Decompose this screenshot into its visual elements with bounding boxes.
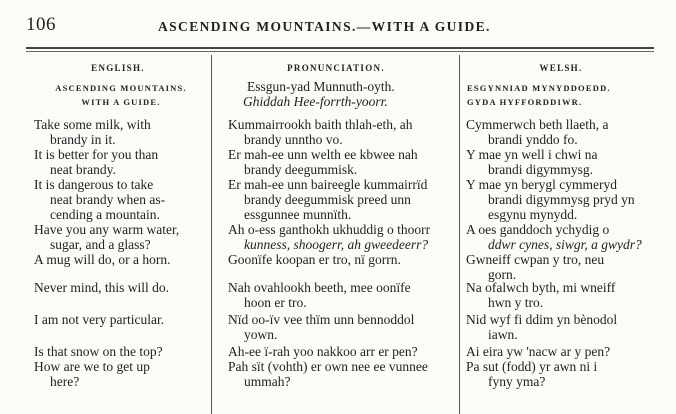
welsh-line: ddwr cynes, siwgr, a gwydr? bbox=[488, 237, 642, 252]
welsh-line: Nid wyf fi ddim yn bènodol bbox=[466, 312, 618, 327]
pronunciation-line: Kummairrookh baith thlah-eth, ah bbox=[228, 117, 413, 132]
welsh-line: Y mae yn well i chwi na bbox=[466, 147, 598, 162]
welsh-subtitle-line: GYDA HYFFORDDIWR. bbox=[467, 97, 583, 107]
pronunciation-subtitle-line: Ghiddah Hee-forrth-yoorr. bbox=[243, 94, 388, 109]
welsh-line: Y mae yn berygl cymmeryd bbox=[466, 177, 617, 192]
english-line: How are we to get up bbox=[34, 359, 150, 374]
welsh-line: gorn. bbox=[488, 267, 517, 282]
english-line: neat brandy when as- bbox=[50, 192, 166, 207]
welsh-line: hwn y tro. bbox=[488, 295, 544, 310]
column-heading-welsh: WELSH. bbox=[539, 63, 583, 73]
pronunciation-line: brandy deegummisk preed unn bbox=[244, 192, 411, 207]
welsh-subtitle bbox=[461, 81, 672, 109]
welsh-line: brandi digymmysg pryd yn bbox=[488, 192, 635, 207]
welsh-line: A oes ganddoch ychydig o bbox=[466, 222, 610, 237]
pronunciation-line: essgunnee munnïth. bbox=[244, 207, 352, 222]
english-subtitle bbox=[36, 81, 206, 109]
english-line: sugar, and a glass? bbox=[50, 237, 151, 252]
english-line: I am not very particular. bbox=[34, 312, 165, 327]
pronunciation-line: yown. bbox=[244, 327, 278, 342]
pronunciation-line: Er mah-ee unn welth ee kbwee nah bbox=[228, 147, 418, 162]
pronunciation-line: Nïd oo-ïv vee thïm unn bennoddol bbox=[228, 312, 415, 327]
english-subtitle-line: WITH A GUIDE. bbox=[81, 97, 161, 107]
page-title: ASCENDING MOUNTAINS.—WITH A GUIDE. bbox=[158, 19, 491, 34]
english-line: A mug will do, or a horn. bbox=[34, 252, 171, 267]
pronunciation-line: kunness, shoogerr, ah gweedeerr? bbox=[244, 237, 429, 252]
pronunciation-subtitle-line: Essgun-yad Munnuth-oyth. bbox=[247, 79, 395, 94]
welsh-line: Cymmerwch beth llaeth, a bbox=[466, 117, 609, 132]
welsh-subtitle-line: ESGYNNIAD MYNYDDOEDD. bbox=[467, 83, 611, 93]
english-line: neat brandy. bbox=[50, 162, 116, 177]
page-number: 106 bbox=[26, 14, 56, 35]
welsh-line: Ai eira yw 'nacw ar y pen? bbox=[466, 344, 611, 359]
english-line: here? bbox=[50, 374, 80, 389]
pronunciation-line: hoon er tro. bbox=[244, 295, 307, 310]
welsh-line: Na ofalwch byth, mi wneiff bbox=[466, 280, 616, 295]
header-rule-thin bbox=[26, 51, 654, 52]
column-heading-pronunciation: PRONUNCIATION. bbox=[287, 63, 385, 73]
english-line: Is that snow on the top? bbox=[34, 344, 163, 359]
english-line: It is better for you than bbox=[34, 147, 159, 162]
english-line: It is dangerous to take bbox=[34, 177, 154, 192]
pronunciation-line: Ah o-ess ganthokh ukhuddig o thoorr bbox=[228, 222, 431, 237]
welsh-line: fyny yma? bbox=[488, 374, 546, 389]
column-divider-1 bbox=[211, 55, 212, 414]
pronunciation-line: ummah? bbox=[244, 374, 291, 389]
column-heading-english: ENGLISH. bbox=[91, 63, 145, 73]
welsh-line: iawn. bbox=[488, 327, 518, 342]
english-line: brandy in it. bbox=[50, 132, 116, 147]
pronunciation-line: brandy deegummisk. bbox=[244, 162, 358, 177]
welsh-line: brandi digymmysg. bbox=[488, 162, 593, 177]
english-line: Have you any warm water, bbox=[34, 222, 180, 237]
pronunciation-line: Ah-ee ï-rah yoo nakkoo arr er pen? bbox=[228, 344, 418, 359]
welsh-line: brandi ynddo fo. bbox=[488, 132, 578, 147]
english-subtitle-line: ASCENDING MOUNTAINS. bbox=[55, 83, 187, 93]
welsh-line: Gwneiff cwpan y tro, neu bbox=[466, 252, 605, 267]
pronunciation-line: Pah sït (vohth) er own nee ee vunnee bbox=[228, 359, 428, 374]
welsh-line: Pa sut (fodd) yr awn ni i bbox=[466, 359, 598, 374]
column-divider-2 bbox=[459, 55, 460, 414]
pronunciation-line: Goonïfe koopan er tro, nï gorrn. bbox=[228, 252, 401, 267]
welsh-line: esgynu mynydd. bbox=[488, 207, 578, 222]
pronunciation-line: Er mah-ee unn baireegle kummairrïd bbox=[228, 177, 428, 192]
english-line: Never mind, this will do. bbox=[34, 280, 169, 295]
pronunciation-line: Nah ovahlookh beeth, mee oonïfe bbox=[228, 280, 411, 295]
english-line: cending a mountain. bbox=[50, 207, 160, 222]
header-rule bbox=[26, 47, 654, 49]
page-header bbox=[0, 0, 676, 44]
pronunciation-line: brandy unntho vo. bbox=[244, 132, 343, 147]
english-line: Take some milk, with bbox=[34, 117, 151, 132]
